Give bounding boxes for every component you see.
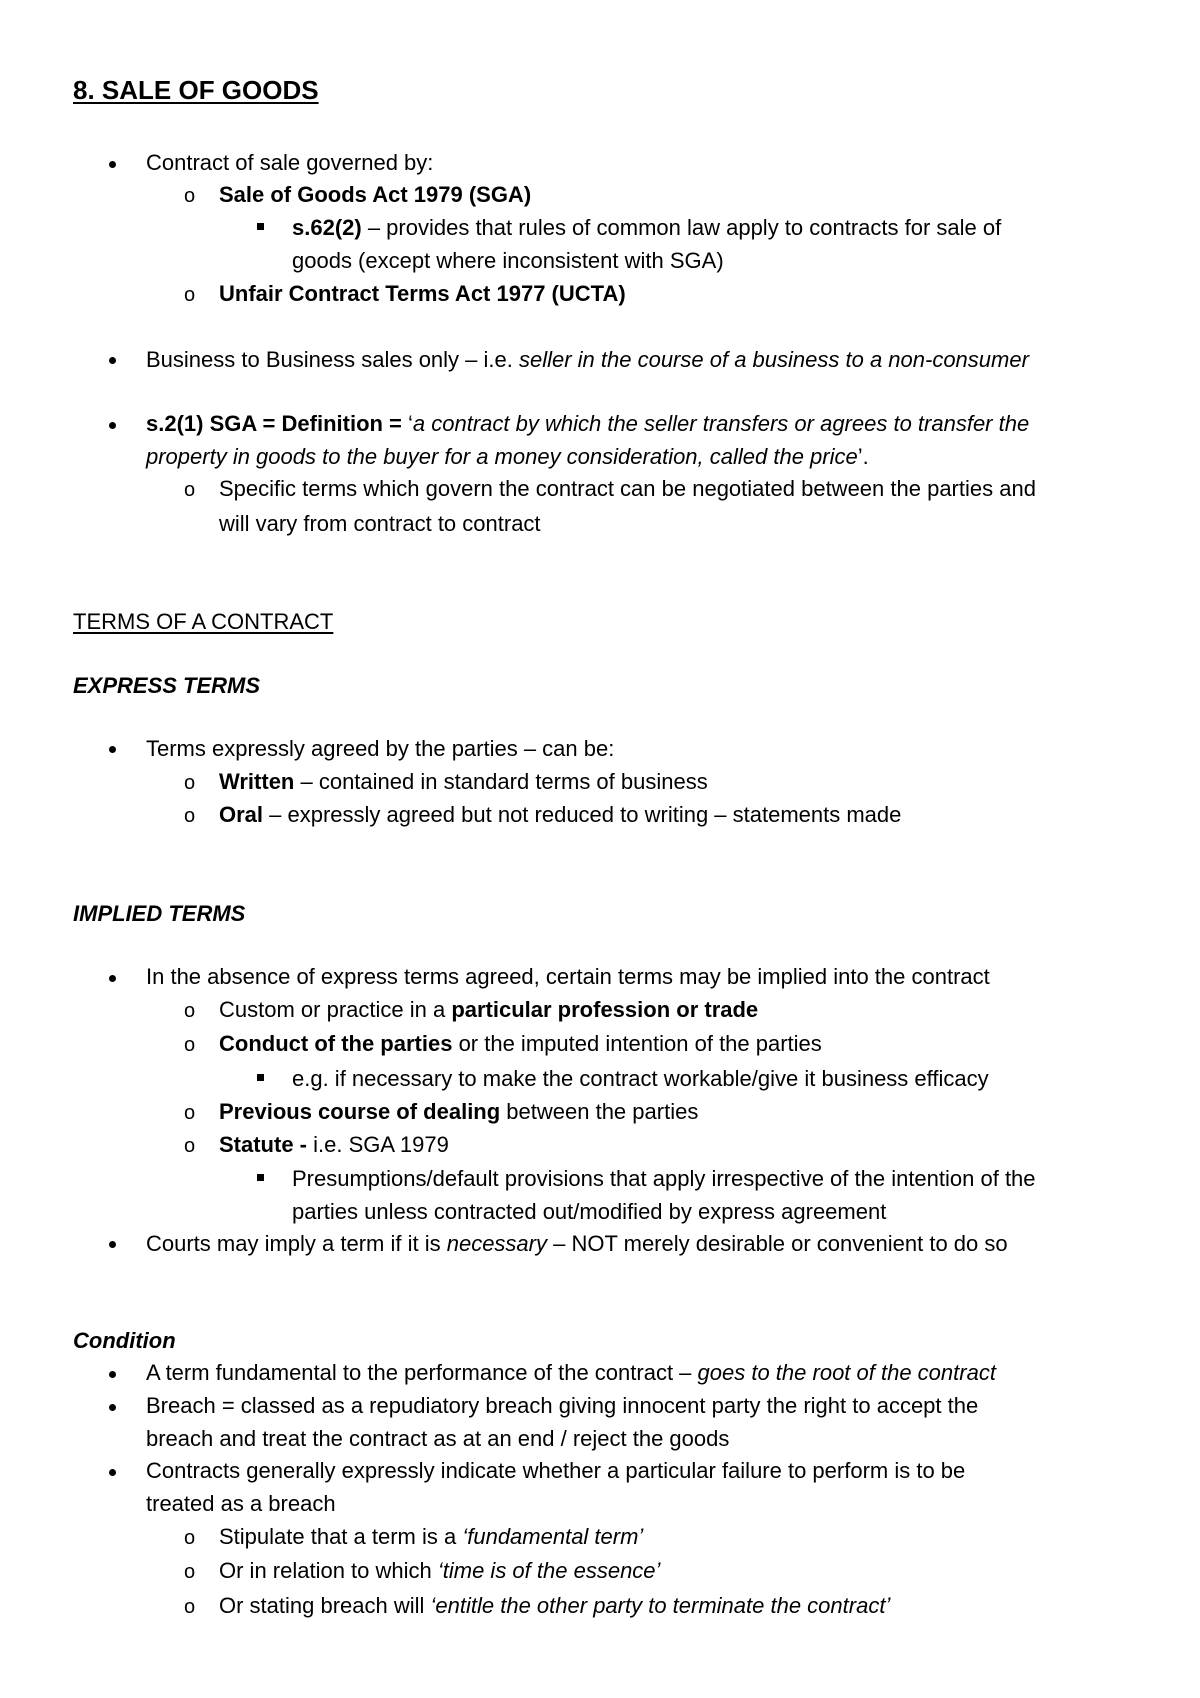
previous-dealing-bold: Previous course of dealing bbox=[219, 1099, 501, 1124]
definition-label: s.2(1) SGA = Definition = bbox=[146, 411, 409, 436]
bullet-courts-imply bbox=[146, 1233, 1008, 1255]
bullet-marker bbox=[109, 1404, 116, 1411]
b2b-text: Business to Business sales only – i.e. bbox=[146, 347, 519, 372]
bullet-breach-continued: breach and treat the contract as at an end / reject the goods bbox=[146, 1426, 730, 1451]
definition-italic: a contract by which the seller transfers or agrees to transfer the bbox=[412, 411, 1030, 436]
bullet-fundamental-term bbox=[146, 1362, 996, 1384]
bullet-marker bbox=[109, 975, 116, 982]
bullet-absence-express: In the absence of express terms agreed, certain terms may be implied into the contract bbox=[146, 964, 990, 989]
sub-bullet-oral bbox=[219, 804, 901, 826]
stipulate-text: Stipulate that a term is a bbox=[219, 1524, 463, 1549]
sub-bullet-marker: o bbox=[184, 185, 196, 207]
custom-bold: particular profession or trade bbox=[451, 997, 759, 1022]
fundamental-text: A term fundamental to the performance of the contract – bbox=[146, 1360, 698, 1385]
sub-bullet-conduct bbox=[219, 1033, 822, 1055]
courts-rest: – NOT merely desirable or convenient to do so bbox=[547, 1231, 1008, 1256]
bullet-definition bbox=[146, 413, 1029, 435]
bullet-contracts-indicate: Contracts generally expressly indicate whether a particular failure to perform is to be bbox=[146, 1458, 966, 1483]
page-title: 8. SALE OF GOODS bbox=[73, 75, 319, 105]
definition-italic-cont: property in goods to the buyer for a money consideration, called the price bbox=[146, 444, 858, 469]
stipulate-italic: ‘fundamental term’ bbox=[462, 1524, 644, 1549]
bullet-contracts-indicate-continued: treated as a breach bbox=[146, 1491, 336, 1516]
oral-text: – expressly agreed but not reduced to writing – statements made bbox=[263, 802, 902, 827]
s62-text: – provides that rules of common law apply to contracts for sale of bbox=[361, 215, 1002, 240]
bullet-contract-governed: Contract of sale governed by: bbox=[146, 150, 434, 175]
sub-bullet-marker: o bbox=[184, 479, 196, 501]
statute-bold: Statute - bbox=[219, 1132, 307, 1157]
section-heading-terms: TERMS OF A CONTRACT bbox=[73, 609, 334, 634]
sub-bullet-marker: o bbox=[184, 1561, 196, 1583]
section-heading-condition: Condition bbox=[73, 1328, 176, 1353]
bullet-b2b bbox=[146, 349, 1029, 371]
sub-bullet-specific-terms-continued: will vary from contract to contract bbox=[219, 511, 541, 536]
square-bullet-marker bbox=[257, 223, 264, 230]
sub-bullet-specific-terms: Specific terms which govern the contract can be negotiated between the parties and bbox=[219, 476, 1036, 501]
bullet-express-terms: Terms expressly agreed by the parties – can be: bbox=[146, 736, 615, 761]
bullet-marker bbox=[109, 161, 116, 168]
time-essence-text: Or in relation to which bbox=[219, 1558, 438, 1583]
sub-bullet-marker: o bbox=[184, 1596, 196, 1618]
sub-bullet-previous-dealing bbox=[219, 1101, 698, 1123]
bullet-marker bbox=[109, 746, 116, 753]
bullet-marker bbox=[109, 1371, 116, 1378]
item-s62-continued: goods (except where inconsistent with SGA) bbox=[292, 248, 724, 273]
terminate-text: Or stating breach will bbox=[219, 1593, 431, 1618]
item-business-efficacy: e.g. if necessary to make the contract workable/give it business efficacy bbox=[292, 1066, 989, 1091]
courts-italic: necessary bbox=[446, 1231, 547, 1256]
sub-bullet-terminate bbox=[219, 1595, 890, 1617]
terminate-italic: ‘entitle the other party to terminate the contract’ bbox=[430, 1593, 891, 1618]
time-essence-italic: ‘time is of the essence’ bbox=[437, 1558, 661, 1583]
definition-end: ’. bbox=[857, 444, 869, 469]
item-presumptions: Presumptions/default provisions that apply irrespective of the intention of the bbox=[292, 1166, 1036, 1191]
sub-bullet-time-essence bbox=[219, 1560, 660, 1582]
square-bullet-marker bbox=[257, 1174, 264, 1181]
section-heading-express: EXPRESS TERMS bbox=[73, 673, 261, 698]
bullet-marker bbox=[109, 357, 116, 364]
item-s62 bbox=[292, 217, 1001, 239]
section-heading-implied: IMPLIED TERMS bbox=[73, 901, 246, 926]
s62-ref: s.62(2) bbox=[292, 215, 362, 240]
sub-bullet-custom bbox=[219, 999, 758, 1021]
fundamental-italic: goes to the root of the contract bbox=[697, 1360, 996, 1385]
sub-bullet-marker: o bbox=[184, 805, 196, 827]
sub-bullet-marker: o bbox=[184, 1034, 196, 1056]
sub-bullet-marker: o bbox=[184, 1102, 196, 1124]
written-text: – contained in standard terms of business bbox=[294, 769, 708, 794]
sub-bullet-stipulate bbox=[219, 1526, 643, 1548]
sub-bullet-marker: o bbox=[184, 1135, 196, 1157]
bullet-marker bbox=[109, 1241, 116, 1248]
sub-bullet-written bbox=[219, 771, 708, 793]
written-label: Written bbox=[219, 769, 295, 794]
conduct-bold: Conduct of the parties bbox=[219, 1031, 453, 1056]
sub-bullet-marker: o bbox=[184, 772, 196, 794]
sub-bullet-sga: Sale of Goods Act 1979 (SGA) bbox=[219, 182, 532, 207]
conduct-text: or the imputed intention of the parties bbox=[452, 1031, 822, 1056]
bullet-definition-continued bbox=[146, 446, 869, 468]
oral-label: Oral bbox=[219, 802, 264, 827]
item-presumptions-continued: parties unless contracted out/modified by express agreement bbox=[292, 1199, 887, 1224]
bullet-marker bbox=[109, 1469, 116, 1476]
bullet-marker bbox=[109, 422, 116, 429]
square-bullet-marker bbox=[257, 1074, 264, 1081]
sub-bullet-marker: o bbox=[184, 1527, 196, 1549]
sub-bullet-marker: o bbox=[184, 284, 196, 306]
courts-text: Courts may imply a term if it is bbox=[146, 1231, 447, 1256]
bullet-breach: Breach = classed as a repudiatory breach giving innocent party the right to accept the bbox=[146, 1393, 979, 1418]
custom-text: Custom or practice in a bbox=[219, 997, 452, 1022]
definition-quote: ‘ bbox=[408, 411, 413, 436]
statute-text: i.e. SGA 1979 bbox=[307, 1132, 449, 1157]
sub-bullet-marker: o bbox=[184, 1000, 196, 1022]
b2b-italic: seller in the course of a business to a non-consumer bbox=[518, 347, 1029, 372]
sub-bullet-statute bbox=[219, 1134, 449, 1156]
sub-bullet-ucta: Unfair Contract Terms Act 1977 (UCTA) bbox=[219, 281, 626, 306]
previous-dealing-text: between the parties bbox=[500, 1099, 699, 1124]
